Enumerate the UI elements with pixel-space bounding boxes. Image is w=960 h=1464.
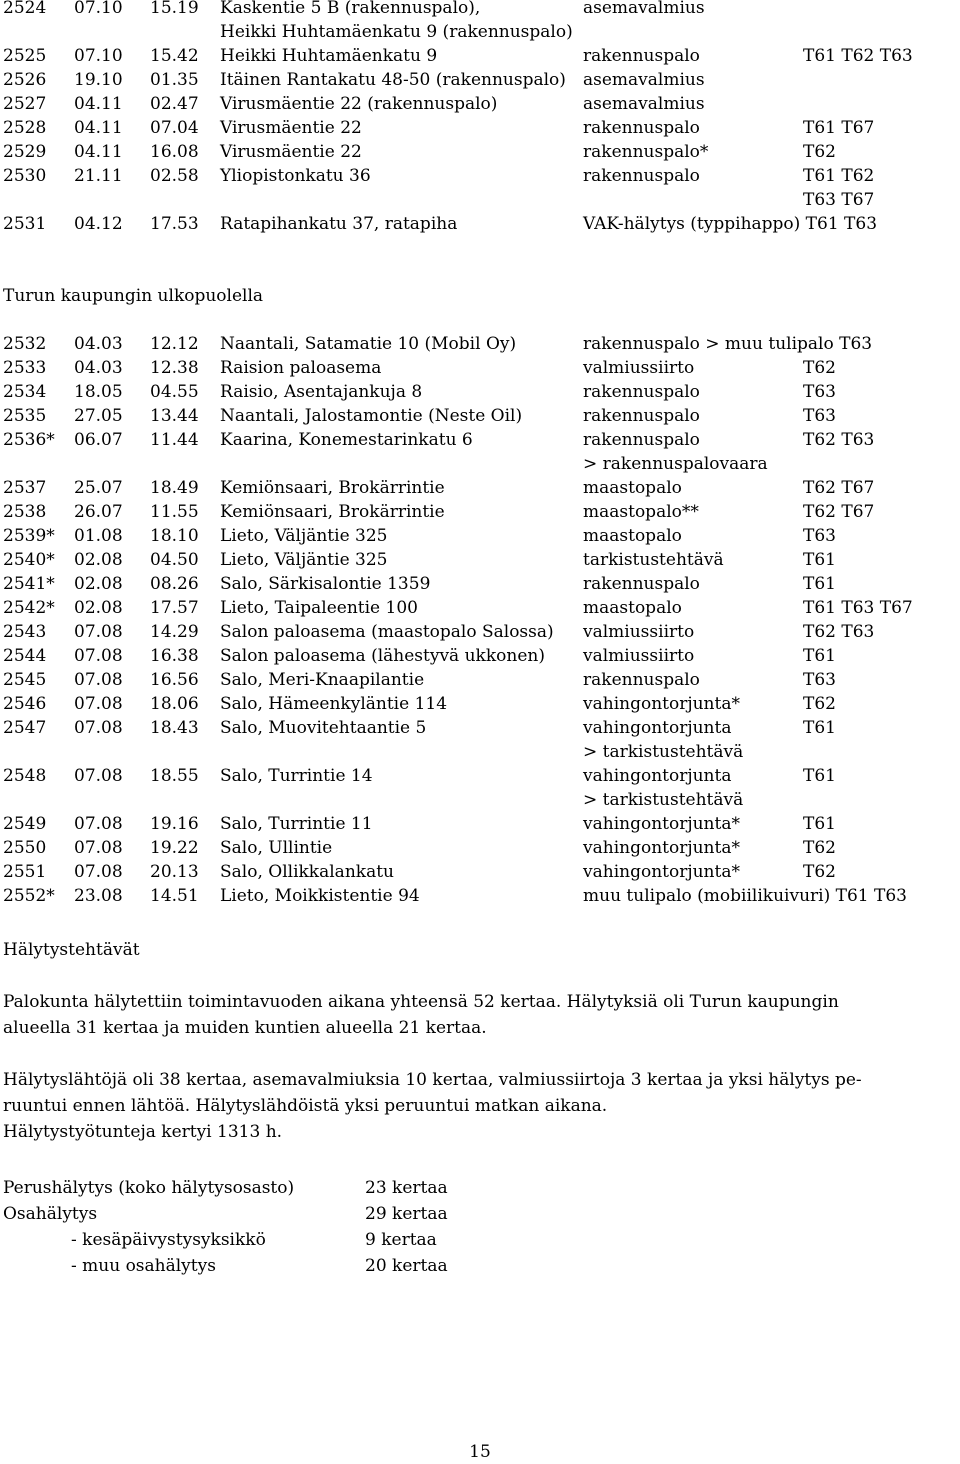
entry-type: rakennuspalo [583, 574, 700, 594]
entry-units: T62 [803, 838, 836, 858]
entry-type: VAK-hälytys (typpihappo) T61 T63 [583, 214, 878, 234]
entry-time: 19.16 [150, 814, 199, 834]
entry-units: T62 T63 [803, 430, 875, 450]
entry-type: rakennuspalo [583, 166, 700, 186]
entry-type: vahingontorjunta* [583, 814, 740, 834]
entry-time: 18.55 [150, 766, 199, 786]
table-row [3, 884, 958, 908]
entry-type: maastopalo [583, 478, 682, 498]
entry-location: Salo, Särkisalontie 1359 [220, 574, 431, 594]
entry-location: Kaskentie 5 B (rakennuspalo), [220, 0, 481, 18]
table-row [3, 572, 958, 596]
entry-type: vahingontorjunta* [583, 694, 740, 714]
entry-id: 2534 [3, 382, 47, 402]
entry-location: Naantali, Satamatie 10 (Mobil Oy) [220, 334, 517, 354]
entry-type: rakennuspalo [583, 430, 700, 450]
table-row [3, 20, 958, 44]
entry-id: 2532 [3, 334, 47, 354]
entry-date: 04.03 [74, 358, 123, 378]
paragraph-line: ruuntui ennen lähtöä. Hälytyslähdöistä yksi peruuntui matkan aikana. [3, 1096, 608, 1116]
entry-date: 07.08 [74, 862, 123, 882]
table-row [3, 836, 958, 860]
entry-type: valmiussiirto [583, 622, 695, 642]
table-row [3, 68, 958, 92]
table-row [3, 596, 958, 620]
entry-units: T61 [803, 814, 836, 834]
entry-location: Salo, Muovitehtaantie 5 [220, 718, 427, 738]
entry-id: 2526 [3, 70, 47, 90]
entry-id: 2546 [3, 694, 47, 714]
entry-location: Virusmäentie 22 (rakennuspalo) [220, 94, 498, 114]
summary-label: - muu osahälytys [71, 1256, 216, 1276]
entry-date: 07.08 [74, 694, 123, 714]
entry-time: 16.08 [150, 142, 199, 162]
table-row [3, 140, 958, 164]
entry-type: rakennuspalo [583, 118, 700, 138]
table-row [3, 332, 958, 356]
entry-date: 07.08 [74, 766, 123, 786]
entry-id: 2541* [3, 574, 55, 594]
entry-location: Kemiönsaari, Brokärrintie [220, 502, 445, 522]
entry-type: vahingontorjunta [583, 718, 732, 738]
entry-location: Yliopistonkatu 36 [220, 166, 371, 186]
entry-id: 2548 [3, 766, 47, 786]
entry-type: maastopalo [583, 526, 682, 546]
entry-units: T62 [803, 358, 836, 378]
entry-id: 2540* [3, 550, 55, 570]
entry-time: 04.50 [150, 550, 199, 570]
entry-location: Kemiönsaari, Brokärrintie [220, 478, 445, 498]
entry-location: Raisio, Asentajankuja 8 [220, 382, 423, 402]
entry-id: 2549 [3, 814, 47, 834]
entry-time: 18.43 [150, 718, 199, 738]
entry-location: Salo, Turrintie 14 [220, 766, 373, 786]
table-row [3, 644, 958, 668]
table-row [3, 860, 958, 884]
entry-location: Lieto, Moikkistentie 94 [220, 886, 420, 906]
table-row [3, 740, 958, 764]
entry-type: vahingontorjunta* [583, 838, 740, 858]
entry-location: Salo, Hämeenkyläntie 114 [220, 694, 448, 714]
entry-type: rakennuspalo [583, 406, 700, 426]
entry-date: 26.07 [74, 502, 123, 522]
table-row [3, 668, 958, 692]
page-number: 15 [469, 1442, 491, 1462]
entry-date: 07.08 [74, 646, 123, 666]
entry-date: 07.10 [74, 0, 123, 18]
entry-units: T63 [803, 526, 836, 546]
entry-location: Salo, Turrintie 11 [220, 814, 373, 834]
entry-time: 13.44 [150, 406, 199, 426]
entry-units: T61 T63 T67 [803, 598, 913, 618]
entry-units: T61 T62 [803, 166, 875, 186]
entry-location: Heikki Huhtamäenkatu 9 [220, 46, 438, 66]
entry-date: 07.08 [74, 814, 123, 834]
entry-date: 02.08 [74, 550, 123, 570]
table-row [3, 0, 958, 20]
entry-id: 2535 [3, 406, 47, 426]
entry-time: 11.55 [150, 502, 199, 522]
entry-date: 07.08 [74, 622, 123, 642]
entry-time: 18.49 [150, 478, 199, 498]
entry-location: Salo, Ullintie [220, 838, 333, 858]
paragraph-2 [3, 1067, 958, 1145]
entry-id: 2551 [3, 862, 47, 882]
entry-type: valmiussiirto [583, 358, 695, 378]
entry-id: 2543 [3, 622, 47, 642]
entry-id: 2552* [3, 886, 55, 906]
entry-type: > tarkistustehtävä [583, 790, 744, 810]
entry-type: vahingontorjunta [583, 766, 732, 786]
table-row [3, 500, 958, 524]
entry-time: 02.58 [150, 166, 199, 186]
entry-time: 17.57 [150, 598, 199, 618]
table-row [3, 620, 958, 644]
entry-date: 19.10 [74, 70, 123, 90]
alarm-log-table-outside [3, 332, 958, 908]
table-row [3, 356, 958, 380]
paragraph-line: alueella 31 kertaa ja muiden kuntien alueella 21 kertaa. [3, 1018, 487, 1038]
summary-row [3, 1253, 603, 1279]
entry-date: 02.08 [74, 598, 123, 618]
table-row [3, 188, 958, 212]
entry-date: 23.08 [74, 886, 123, 906]
entry-time: 11.44 [150, 430, 199, 450]
entry-type: asemavalmius [583, 70, 705, 90]
entry-location: Ratapihankatu 37, ratapiha [220, 214, 458, 234]
entry-type: rakennuspalo* [583, 142, 709, 162]
table-row [3, 380, 958, 404]
entry-date: 07.08 [74, 670, 123, 690]
entry-units: T61 [803, 718, 836, 738]
entry-location: Lieto, Väljäntie 325 [220, 526, 388, 546]
paragraph-line: Hälytyslähtöjä oli 38 kertaa, asemavalmiuksia 10 kertaa, valmiussiirtoja 3 kertaa ja yksi hälytys pe- [3, 1070, 862, 1090]
entry-units: T63 T67 [803, 190, 875, 210]
paragraph-line: Palokunta hälytettiin toimintavuoden aikana yhteensä 52 kertaa. Hälytyksiä oli Turun kaupungin [3, 992, 839, 1012]
table-row [3, 812, 958, 836]
entry-units: T63 [803, 406, 836, 426]
entry-time: 08.26 [150, 574, 199, 594]
entry-type: tarkistustehtävä [583, 550, 724, 570]
entry-location: Virusmäentie 22 [220, 118, 362, 138]
entry-units: T61 [803, 766, 836, 786]
table-row [3, 524, 958, 548]
entry-units: T62 T67 [803, 478, 875, 498]
entry-type: rakennuspalo [583, 382, 700, 402]
entry-units: T62 [803, 694, 836, 714]
entry-units: T63 [803, 670, 836, 690]
entry-type: rakennuspalo [583, 46, 700, 66]
entry-time: 16.56 [150, 670, 199, 690]
entry-type: muu tulipalo (mobiilikuivuri) T61 T63 [583, 886, 907, 906]
entry-location: Salo, Ollikkalankatu [220, 862, 394, 882]
table-row [3, 212, 958, 236]
table-row [3, 692, 958, 716]
table-row [3, 428, 958, 452]
entry-time: 04.55 [150, 382, 199, 402]
entry-time: 14.51 [150, 886, 199, 906]
entry-date: 18.05 [74, 382, 123, 402]
entry-time: 02.47 [150, 94, 199, 114]
entry-type: > tarkistustehtävä [583, 742, 744, 762]
entry-time: 18.10 [150, 526, 199, 546]
entry-date: 04.11 [74, 118, 123, 138]
entry-units: T62 [803, 862, 836, 882]
section-heading: Turun kaupungin ulkopuolella [3, 286, 264, 306]
entry-date: 01.08 [74, 526, 123, 546]
entry-location: Kaarina, Konemestarinkatu 6 [220, 430, 473, 450]
entry-location: Naantali, Jalostamontie (Neste Oil) [220, 406, 523, 426]
entry-type: asemavalmius [583, 0, 705, 18]
entry-location: Salo, Meri-Knaapilantie [220, 670, 425, 690]
entry-location: Itäinen Rantakatu 48-50 (rakennuspalo) [220, 70, 566, 90]
table-row [3, 788, 958, 812]
entry-units: T63 [803, 382, 836, 402]
alarm-log [3, 0, 958, 908]
entry-date: 27.05 [74, 406, 123, 426]
entry-location: Virusmäentie 22 [220, 142, 362, 162]
entry-id: 2531 [3, 214, 47, 234]
entry-time: 07.04 [150, 118, 199, 138]
entry-type: > rakennuspalovaara [583, 454, 768, 474]
entry-id: 2527 [3, 94, 47, 114]
entry-type: rakennuspalo [583, 670, 700, 690]
table-row [3, 44, 958, 68]
entry-date: 04.03 [74, 334, 123, 354]
entry-date: 21.11 [74, 166, 123, 186]
entry-time: 17.53 [150, 214, 199, 234]
entry-time: 14.29 [150, 622, 199, 642]
entry-id: 2545 [3, 670, 47, 690]
paragraph-1 [3, 989, 958, 1041]
entry-date: 04.11 [74, 94, 123, 114]
table-row [3, 548, 958, 572]
alarm-summary-table [3, 1175, 603, 1279]
entry-date: 04.12 [74, 214, 123, 234]
entry-time: 20.13 [150, 862, 199, 882]
entry-units: T62 T63 [803, 622, 875, 642]
entry-type: maastopalo [583, 598, 682, 618]
summary-row [3, 1201, 603, 1227]
entry-time: 15.42 [150, 46, 199, 66]
table-row [3, 476, 958, 500]
entry-id: 2538 [3, 502, 47, 522]
text-section [3, 937, 958, 1145]
entry-units: T61 T67 [803, 118, 875, 138]
entry-location: Lieto, Taipaleentie 100 [220, 598, 418, 618]
entry-time: 12.38 [150, 358, 199, 378]
entry-location: Heikki Huhtamäenkatu 9 (rakennuspalo) [220, 22, 573, 42]
entry-date: 25.07 [74, 478, 123, 498]
entry-type: rakennuspalo > muu tulipalo T63 [583, 334, 873, 354]
summary-row [3, 1175, 603, 1201]
entry-time: 15.19 [150, 0, 199, 18]
entry-time: 12.12 [150, 334, 199, 354]
entry-id: 2524 [3, 0, 47, 18]
entry-time: 18.06 [150, 694, 199, 714]
entry-id: 2530 [3, 166, 47, 186]
entry-location: Raision paloasema [220, 358, 382, 378]
paragraph-line: Hälytystyötunteja kertyi 1313 h. [3, 1122, 283, 1142]
alarm-log-table-turku [3, 0, 958, 236]
entry-units: T62 [803, 142, 836, 162]
entry-time: 19.22 [150, 838, 199, 858]
entry-id: 2550 [3, 838, 47, 858]
table-row [3, 92, 958, 116]
table-row [3, 116, 958, 140]
entry-units: T61 [803, 574, 836, 594]
entry-type: maastopalo** [583, 502, 699, 522]
summary-row [3, 1227, 603, 1253]
entry-date: 02.08 [74, 574, 123, 594]
entry-date: 04.11 [74, 142, 123, 162]
entry-id: 2528 [3, 118, 47, 138]
entry-id: 2542* [3, 598, 55, 618]
entry-location: Salon paloasema (lähestyvä ukkonen) [220, 646, 545, 666]
summary-label: - kesäpäivystysyksikkö [71, 1230, 266, 1250]
entry-type: valmiussiirto [583, 646, 695, 666]
entry-date: 07.08 [74, 718, 123, 738]
summary-value: 29 kertaa [365, 1204, 448, 1224]
entry-date: 07.08 [74, 838, 123, 858]
summary-value: 20 kertaa [365, 1256, 448, 1276]
table-row [3, 452, 958, 476]
table-row [3, 164, 958, 188]
summary-label: Osahälytys [3, 1204, 98, 1224]
entry-date: 06.07 [74, 430, 123, 450]
entry-id: 2537 [3, 478, 47, 498]
entry-id: 2544 [3, 646, 47, 666]
entry-type: vahingontorjunta* [583, 862, 740, 882]
entry-location: Lieto, Väljäntie 325 [220, 550, 388, 570]
table-row [3, 764, 958, 788]
entry-units: T61 T62 T63 [803, 46, 913, 66]
table-row [3, 716, 958, 740]
entry-units: T61 [803, 646, 836, 666]
entry-id: 2547 [3, 718, 47, 738]
entry-id: 2539* [3, 526, 55, 546]
text-heading: Hälytystehtävät [3, 940, 140, 960]
entry-type: asemavalmius [583, 94, 705, 114]
summary-value: 23 kertaa [365, 1178, 448, 1198]
entry-id: 2533 [3, 358, 47, 378]
entry-date: 07.10 [74, 46, 123, 66]
entry-time: 01.35 [150, 70, 199, 90]
summary-label: Perushälytys (koko hälytysosasto) [3, 1178, 295, 1198]
table-row [3, 404, 958, 428]
entry-location: Salon paloasema (maastopalo Salossa) [220, 622, 554, 642]
entry-units: T62 T67 [803, 502, 875, 522]
entry-id: 2529 [3, 142, 47, 162]
entry-time: 16.38 [150, 646, 199, 666]
entry-units: T61 [803, 550, 836, 570]
entry-id: 2525 [3, 46, 47, 66]
summary-value: 9 kertaa [365, 1230, 437, 1250]
entry-id: 2536* [3, 430, 55, 450]
